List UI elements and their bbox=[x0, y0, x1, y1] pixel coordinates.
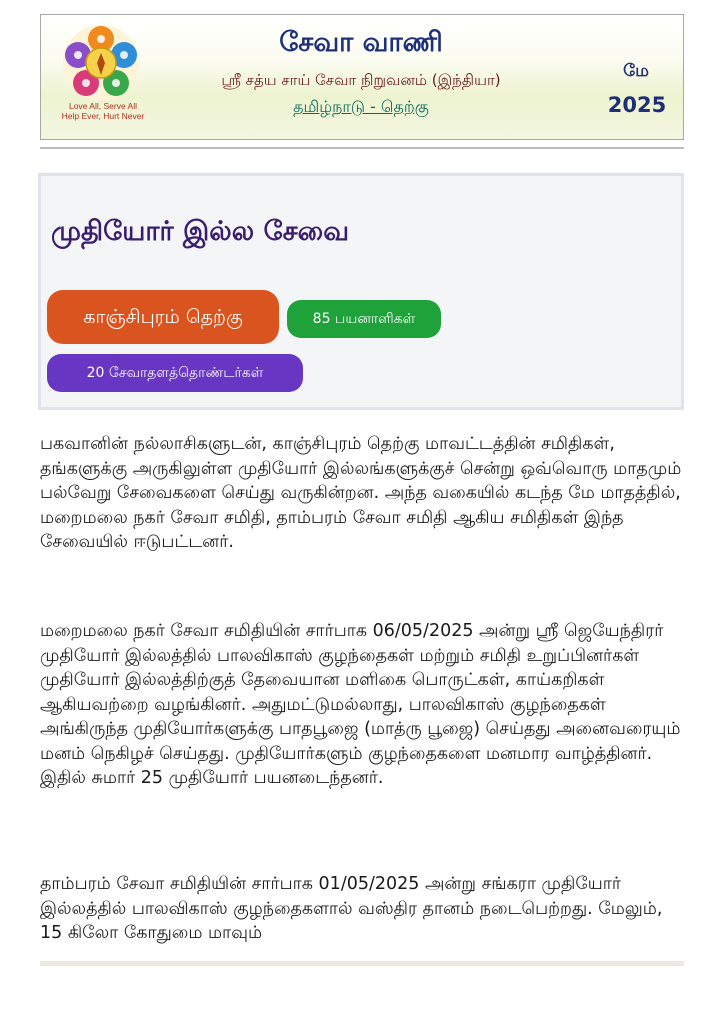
article-paragraph-3: தாம்பரம் சேவா சமிதியின் சார்பாக 01/05/2025 அன்று சங்கரா முதியோர் இல்லத்தில் பாலவிகாஸ் குழந்தைகளால் வஸ்திர தானம் நடைபெற்றது. மேலும், 15 கிலோ கோதுமை மாவும் bbox=[40, 874, 663, 943]
organization-name: ஸ்ரீ சத்ய சாய் சேவா நிறுவனம் (இந்தியா) bbox=[221, 71, 501, 89]
beneficiaries-badge: 85 பயனாளிகள் bbox=[287, 300, 441, 338]
article-paragraph-1: பகவானின் நல்லாசிகளுடன், காஞ்சிபுரம் தெற்கு மாவட்டத்தின் சமிதிகள், தங்களுக்கு அருகிலுள்ள முதியோர் இல்லங்களுக்குச் சென்று ஒவ்வொரு மாதமும் பல்வேறு சேவைகளை செய்து வருகின்றன. அந்த வகையில் கடந்த மே மாதத்தில், மறைமலை நகர் சேவா சமிதி, தாம்பரம் சேவா சமிதி ஆகிய சமிதிகள் இந்த சேவையில் ஈடுபட்டனர். bbox=[40, 434, 682, 552]
service-title: முதியோர் இல்ல சேவை bbox=[51, 216, 350, 247]
issue-year: 2025 bbox=[607, 93, 667, 117]
footer-divider bbox=[40, 961, 684, 966]
logo-motto bbox=[49, 101, 157, 121]
motto-line-1: Love All, Serve All bbox=[68, 101, 138, 111]
newsletter-header bbox=[40, 14, 684, 140]
sathya-sai-emblem-icon bbox=[61, 23, 141, 103]
volunteers-badge: 20 சேவாதளத்தொண்டர்கள் bbox=[47, 354, 303, 392]
service-summary-card bbox=[38, 173, 684, 410]
newsletter-title: சேவா வாணி bbox=[279, 27, 443, 58]
article-paragraph-2: மறைமலை நகர் சேவா சமிதியின் சார்பாக 06/05/2025 அன்று ஸ்ரீ ஜெயேந்திரர் முதியோர் இல்லத்தில் பாலவிகாஸ் குழந்தைகள் மற்றும் சமிதி உறுப்பினர்கள் முதியோர் இல்லத்திற்குத் தேவையான மளிகை பொருட்கள், காய்கறிகள் ஆகியவற்றை வழங்கினர். அதுமட்டுமல்லாது, பாலவிகாஸ் குழந்தைகள் அங்கிருந்த முதியோர்களுக்கு பாதபூஜை (மாத்ரு பூஜை) செய்தது அனைவரையும் மனம் நெகிழச் செய்தது. முதியோர்களும் குழந்தைகளை மனமார வாழ்த்தினர். இதில் சுமார் 25 முதியோர் பயனடைந்தனர். bbox=[40, 621, 681, 788]
header-divider bbox=[40, 147, 684, 149]
district-badge: காஞ்சிபுரம் தெற்கு bbox=[47, 290, 279, 344]
motto-line-2: Help Ever, Hurt Never bbox=[61, 111, 145, 121]
region-link[interactable]: தமிழ்நாடு - தெற்கு bbox=[293, 97, 429, 116]
issue-month: மே bbox=[623, 61, 649, 81]
